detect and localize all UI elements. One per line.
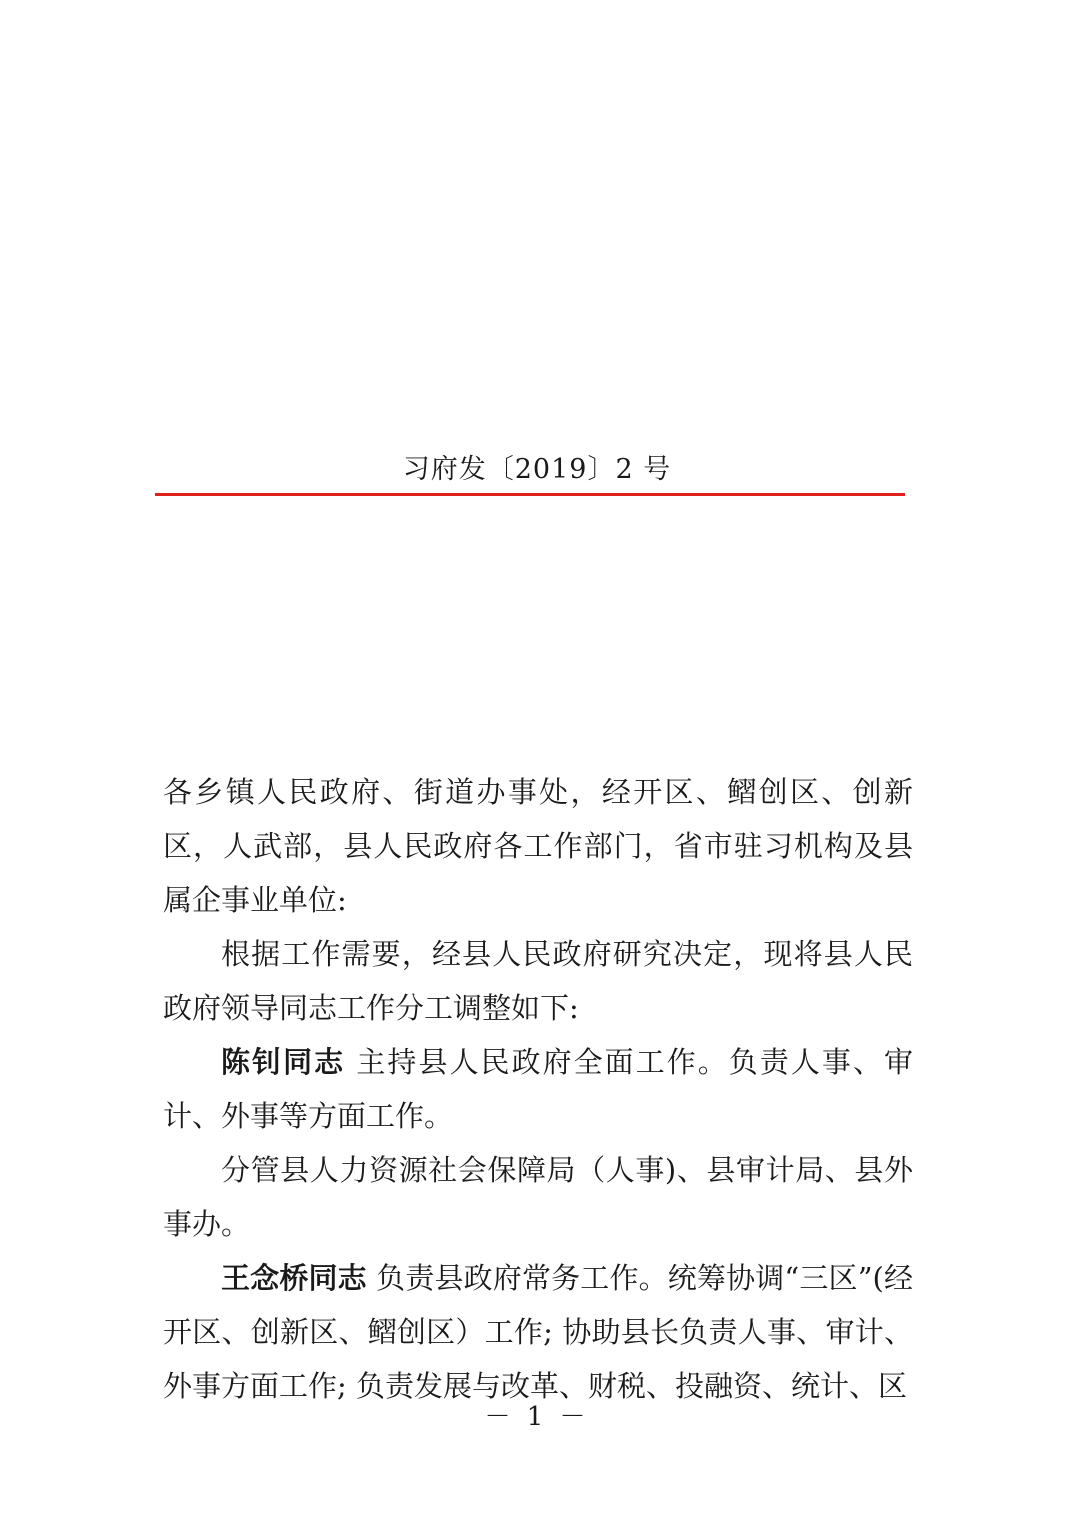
red-header-rule <box>155 493 905 496</box>
official-duty: 负责县政府常务工作。统筹协调“三区”(经开区、创新区、鳛创区）工作; 协助县长负责人事、审计、外事方面工作; 负责发展与改革、财税、投融资、统计、区 <box>163 1261 913 1403</box>
official-name: 王念桥同志 <box>221 1261 367 1295</box>
official-name: 陈钊同志 <box>221 1045 346 1079</box>
intro-paragraph: 根据工作需要，经县人民政府研究决定，现将县人民政府领导同志工作分工调整如下: <box>163 937 913 1025</box>
addressee-paragraph: 各乡镇人民政府、街道办事处，经开区、鳛创区、创新区，人武部，县人民政府各工作部门，省市驻习机构及县属企事业单位: <box>163 775 913 917</box>
page-number: － 1 － <box>484 1402 590 1432</box>
section-paragraph <box>163 1251 913 1413</box>
manages-paragraph: 分管县人力资源社会保障局（人事)、县审计局、县外事办。 <box>163 1153 913 1241</box>
document-body <box>163 765 913 1413</box>
official-duty: 主持县人民政府全面工作。负责人事、审计、外事等方面工作。 <box>163 1045 913 1133</box>
document-number: 习府发〔2019〕2 号 <box>402 454 672 485</box>
section-paragraph <box>163 1035 913 1143</box>
